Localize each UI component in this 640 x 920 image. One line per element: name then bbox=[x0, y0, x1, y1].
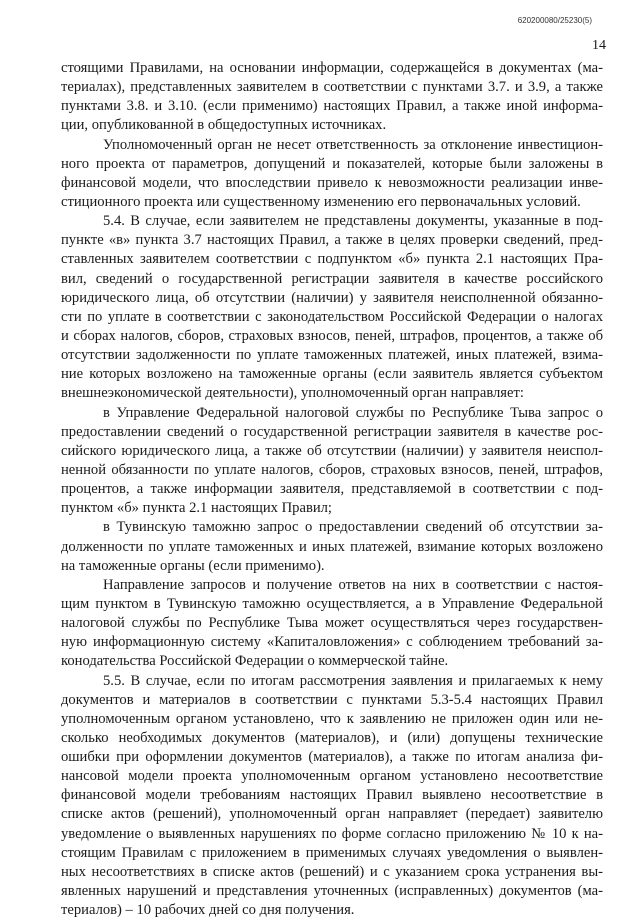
text-line: и сборах налогов, сборов, страховых взносов, пеней, штрафов, процентов, а также об bbox=[61, 327, 603, 344]
text-line: пункте «в» пункта 3.7 настоящих Правил, а также в целях проверки сведений, пред- bbox=[61, 232, 603, 249]
text-line: 5.4. В случае, если заявителем не представлены документы, указанные в под- bbox=[103, 213, 603, 230]
text-line: сколько необходимых документов (материалов), и (или) допущены технические bbox=[61, 729, 603, 746]
text-line: ошибки при оформлении документов (материалов), а также по итогам анализа фи- bbox=[61, 749, 603, 766]
text-line: териалов) – 10 рабочих дней со дня получения. bbox=[61, 902, 355, 919]
text-line: конодательства Российской Федерации о коммерческой тайне. bbox=[61, 653, 449, 670]
text-line: сти по уплате в соответствии с законодательством Российской Федерации о налогах bbox=[61, 308, 603, 325]
text-line: финансовой модели требованиям настоящих Правил выявлено несоответствие в bbox=[61, 787, 603, 804]
text-line: ных несоответствиях в списке актов (решений) и с указанием срока устранения вы- bbox=[61, 863, 603, 880]
text-line: в Управление Федеральной налоговой службы по Республике Тыва запрос о bbox=[103, 404, 603, 421]
text-line: вил, сведений о государственной регистрации заявителя в качестве российского bbox=[61, 270, 603, 287]
text-line: ного проекта от параметров, допущений и показателей, которые были заложены в bbox=[61, 155, 603, 172]
page-number: 14 bbox=[592, 38, 606, 53]
text-line: стоящим Правилам с приложением в применимых случаях уведомления о выявлен- bbox=[61, 844, 603, 861]
text-line: ную информационную систему «Капиталовложения» с соблюдением требований за- bbox=[61, 634, 603, 651]
text-line: явленных нарушений и представления уточненных (исправленных) документов (ма- bbox=[61, 883, 603, 900]
text-line: в Тувинскую таможню запрос о предоставлении сведений об отсутствии за- bbox=[103, 519, 603, 536]
text-line: предоставлении сведений о государственной регистрации заявителя в качестве рос- bbox=[61, 423, 603, 440]
text-line: ции, опубликованной в общедоступных источниках. bbox=[61, 117, 387, 134]
text-line: процентов, а также информации заявителя, представляемой в соответствии с под- bbox=[61, 481, 603, 498]
text-line: отсутствии задолженности по уплате таможенных платежей, иных платежей, взима- bbox=[61, 347, 603, 364]
text-line: стиционного проекта или существенному изменению его первоначальных условий. bbox=[61, 193, 581, 210]
text-line: на таможенные органы (если применимо). bbox=[61, 557, 325, 574]
text-line: сийского юридического лица, а также об отсутствии (наличии) у заявителя неиспол- bbox=[61, 442, 603, 459]
text-line: уведомление о выявленных нарушениях по форме согласно приложению № 10 к на- bbox=[61, 825, 603, 842]
text-line: внешнеэкономической деятельности), уполномоченный орган направляет: bbox=[61, 385, 524, 402]
text-line: Направление запросов и получение ответов на них в соответствии с настоя- bbox=[103, 576, 603, 593]
text-line: Уполномоченный орган не несет ответственность за отклонение инвестицион- bbox=[103, 136, 603, 153]
text-line: пунктом «б» пункта 2.1 настоящих Правил; bbox=[61, 500, 332, 517]
text-line: ние которых возложено на таможенные органы (если заявитель является субъектом bbox=[61, 366, 603, 383]
text-line: документов и материалов в соответствии с пунктами 5.3-5.4 настоящих Правил bbox=[61, 691, 603, 708]
text-line: 5.5. В случае, если по итогам рассмотрения заявления и прилагаемых к нему bbox=[103, 672, 603, 689]
document-id: 620200080/25230(5) bbox=[517, 16, 592, 25]
text-line: нансовой модели проекта уполномоченным органом установлено несоответствие bbox=[61, 768, 603, 785]
text-line: списке актов (решений), уполномоченный орган направляет (передает) заявителю bbox=[61, 806, 603, 823]
text-line: териалах), представленных заявителем в соответствии с пунктами 3.7. и 3.9, а также bbox=[61, 79, 603, 96]
text-line: финансовой модели, что впоследствии привело к невозможности реализации инве- bbox=[61, 174, 603, 191]
text-line: налоговой службы по Республике Тыва может осуществляться через государствен- bbox=[61, 615, 603, 632]
text-line: юридического лица, об отсутствии (наличии) у заявителя неисполненной обязанно- bbox=[61, 289, 603, 306]
text-line: ставленных заявителем соответствии с подпунктом «б» пункта 2.1 настоящих Пра- bbox=[61, 251, 603, 268]
text-line: уполномоченным органом установлено, что к заявлению не приложен один или не- bbox=[61, 710, 603, 727]
text-line: долженности по уплате таможенных и иных платежей, взимание которых возложено bbox=[61, 538, 603, 555]
text-line: щим пунктом в Тувинскую таможню осуществляется, а в Управление Федеральной bbox=[61, 595, 603, 612]
text-line: стоящими Правилами, на основании информации, содержащейся в документах (ма- bbox=[61, 60, 603, 76]
document-body bbox=[61, 59, 603, 920]
text-line: пунктами 3.8. и 3.10. (если применимо) настоящих Правил, а также иной информа- bbox=[61, 98, 603, 115]
text-line: ненной обязанности по уплате налогов, сборов, страховых взносов, пеней, штрафов, bbox=[61, 461, 603, 478]
